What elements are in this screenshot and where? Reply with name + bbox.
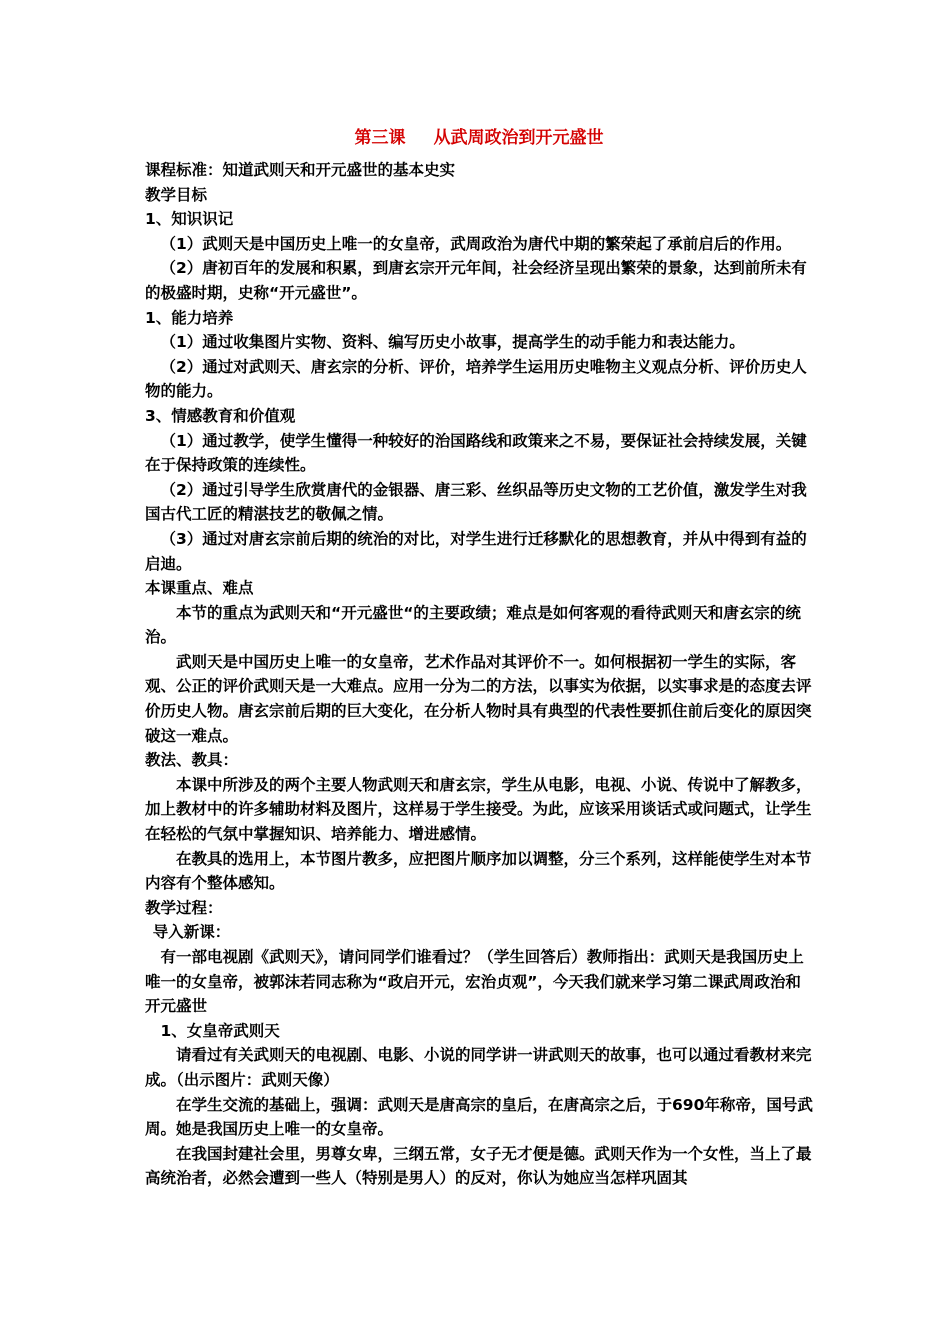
heading-teaching-goals: 教学目标 [145,185,208,204]
paragraph: 在教具的选用上，本节图片教多，应把图片顺序加以调整，分三个系列，这样能使学生对本节内容有个整体感知。 [145,849,812,893]
paragraph: 武则天是中国历史上唯一的女皇帝，艺术作品对其评价不一。如何根据初一学生的实际，客观、公正的评价武则天是一大难点。应用一分为二的方法，以事实为依据，以实事求是的态度去评价历史人物。唐玄宗前后期的巨大变化，在分析人物时具有典型的代表性要抓住前后变化的原因突破这一难点。 [145,652,812,745]
paragraph: 请看过有关武则天的电视剧、电影、小说的同学讲一讲武则天的故事，也可以通过看教材来完成。（出示图片：武则天像） [145,1046,812,1089]
lesson-title: 从武周政治到开元盛世 [433,128,604,148]
paragraph: 有一部电视剧《武则天》，请问同学们谁看过？（学生回答后）教师指出：武则天是我国历史上唯一的女皇帝，被郭沫若同志称为“政启开元，宏治贞观”，今天我们就来学习第二课武周政治和开元盛世 [145,948,804,1016]
heading-knowledge: 1、知识识记 [145,210,234,229]
paragraph: （3）通过对唐玄宗前后期的统治的对比，对学生进行迁移默化的思想教育，并从中得到有益的启迪。 [145,529,807,573]
paragraph: （1）通过收集图片实物、资料、编写历史小故事，提高学生的动手能力和表达能力。 [160,333,745,352]
heading-process: 教学过程： [145,898,223,917]
heading-empress: 1、女皇帝武则天 [160,1021,280,1040]
paragraph: （2）通过引导学生欣赏唐代的金银器、唐三彩、丝织品等历史文物的工艺价值，激发学生对我国古代工匠的精湛技艺的敬佩之情。 [145,480,807,524]
paragraph: （1）通过教学，使学生懂得一种较好的治国路线和政策来之不易，要保证社会持续发展，关键在于保持政策的连续性。 [145,431,807,475]
heading-key-points: 本课重点、难点 [145,579,254,598]
page-title [145,118,813,158]
paragraph: （2）通过对武则天、唐玄宗的分析、评价，培养学生运用历史唯物主义观点分析、评价历史人物的能力。 [145,357,807,401]
heading-methods: 教法、教具： [145,751,239,770]
paragraph: （1）武则天是中国历史上唯一的女皇帝，武周政治为唐代中期的繁荣起了承前启后的作用。 [160,234,792,253]
paragraph: 本节的重点为武则天和“开元盛世“的主要政绩；难点是如何客观的看待武则天和唐玄宗的统治。 [145,603,801,647]
document-page [145,118,813,1191]
heading-values: 3、情感教育和价值观 [145,406,296,425]
lesson-number: 第三课 [354,128,406,148]
paragraph: 本课中所涉及的两个主要人物武则天和唐玄宗，学生从电影，电视、小说、传说中了解教多，加上教材中的许多辅助材料及图片，这样易于学生接受。为此，应该采用谈话式或问题式，让学生在轻松的气氛中掌握知识、培养能力、增进感情。 [145,775,812,844]
paragraph: 在学生交流的基础上，强调：武则天是唐高宗的皇后，在唐高宗之后，于690年称帝，国号武周。她是我国历史上唯一的女皇帝。 [145,1095,813,1139]
paragraph: 在我国封建社会里，男尊女卑，三纲五常，女子无才便是德。武则天作为一个女性，当上了最高统治者，必然会遭到一些人（特别是男人）的反对，你认为她应当怎样巩固其 [145,1144,812,1188]
paragraph: （2）唐初百年的发展和积累，到唐玄宗开元年间，社会经济呈现出繁荣的景象，达到前所未有的极盛时期，史称“开元盛世”。 [145,259,807,302]
curriculum-standard: 课程标准：知道武则天和开元盛世的基本史实 [145,161,456,179]
heading-intro: 导入新课： [152,923,231,942]
heading-ability: 1、能力培养 [145,308,234,327]
